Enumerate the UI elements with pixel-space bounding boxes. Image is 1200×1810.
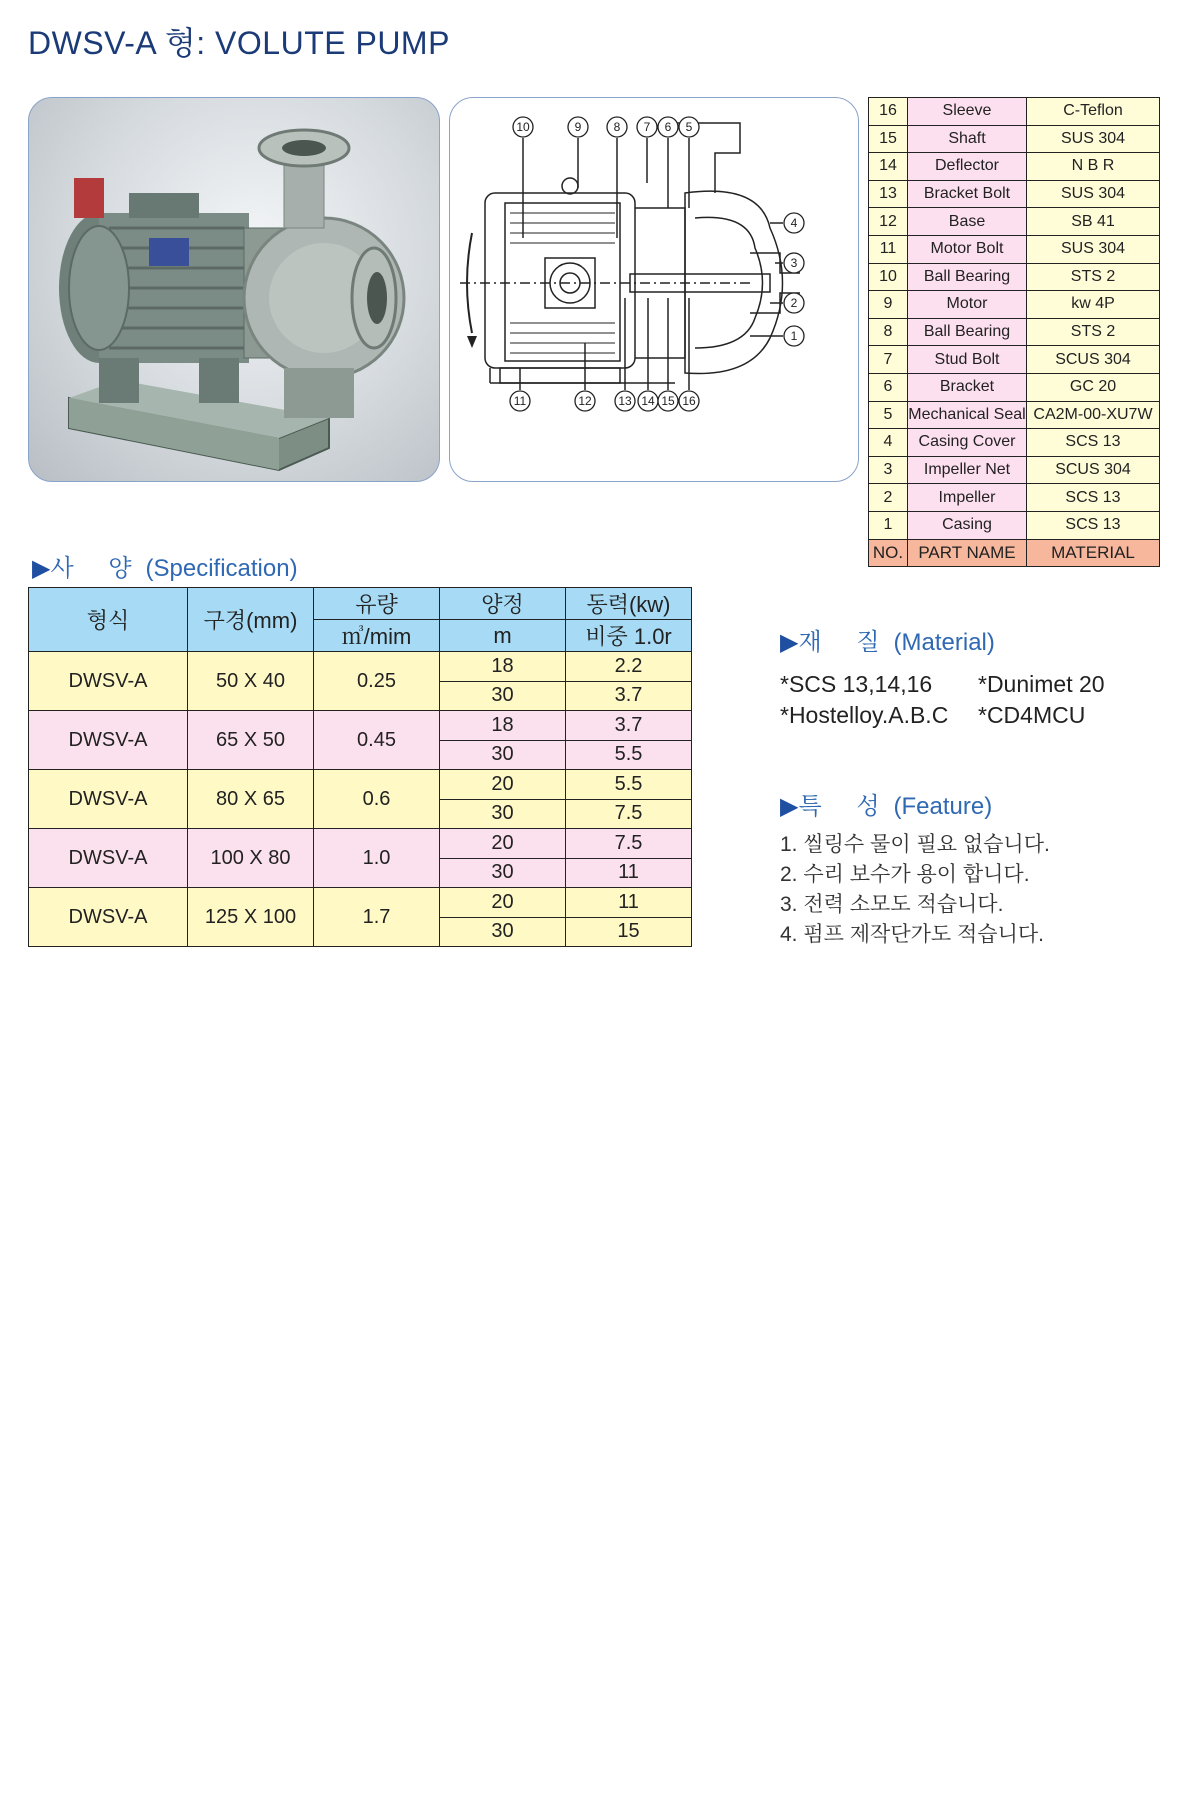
spec-table-body bbox=[29, 652, 692, 947]
part-material: SUS 304 bbox=[1027, 180, 1160, 208]
part-number: 13 bbox=[869, 180, 908, 208]
diagram-label: 10 bbox=[516, 120, 530, 134]
part-name: Impeller Net bbox=[908, 456, 1027, 484]
part-material: kw 4P bbox=[1027, 291, 1160, 319]
spec-section-header bbox=[32, 548, 298, 583]
parts-table-row bbox=[869, 401, 1160, 429]
spec-head: 18 bbox=[440, 652, 566, 682]
spec-section-title-ko: 사 양 bbox=[50, 555, 146, 582]
part-number: 11 bbox=[869, 235, 908, 263]
spec-head: 30 bbox=[440, 799, 566, 829]
diagram-label: 8 bbox=[613, 120, 621, 134]
page-title: DWSV-A 형: VOLUTE PUMP bbox=[28, 25, 450, 61]
part-number: 9 bbox=[869, 291, 908, 319]
spec-row bbox=[29, 652, 692, 682]
spec-head: 30 bbox=[440, 858, 566, 888]
diagram-label: 16 bbox=[682, 394, 696, 408]
parts-table-row bbox=[869, 346, 1160, 374]
header-flow: 유량 bbox=[314, 588, 440, 620]
spec-model: DWSV-A bbox=[29, 652, 188, 711]
part-number: 8 bbox=[869, 318, 908, 346]
material-section-title-en: (Material) bbox=[893, 629, 995, 656]
feature-item: 3. 전력 소모도 적습니다. bbox=[780, 893, 1004, 916]
part-name: Bracket bbox=[908, 373, 1027, 401]
diagram-label: 7 bbox=[643, 120, 651, 134]
material-item: *Dunimet 20 bbox=[978, 671, 1105, 697]
spec-row bbox=[29, 888, 692, 918]
sectional-diagram bbox=[449, 97, 859, 482]
part-number: 3 bbox=[869, 456, 908, 484]
spec-flow: 1.7 bbox=[314, 888, 440, 947]
pump-photo bbox=[28, 97, 440, 482]
part-name: Casing bbox=[908, 511, 1027, 539]
spec-head: 20 bbox=[440, 829, 566, 859]
diagram-label: 3 bbox=[790, 256, 798, 270]
triangle-marker-icon: ▶ bbox=[32, 555, 51, 582]
part-name: Ball Bearing bbox=[908, 318, 1027, 346]
pump-section-drawing bbox=[450, 98, 858, 481]
part-name: Impeller bbox=[908, 484, 1027, 512]
spec-power: 15 bbox=[566, 917, 692, 947]
part-material: SUS 304 bbox=[1027, 235, 1160, 263]
spec-power: 3.7 bbox=[566, 711, 692, 741]
parts-table-row bbox=[869, 208, 1160, 236]
part-number: 16 bbox=[869, 98, 908, 126]
part-material: SCS 13 bbox=[1027, 429, 1160, 457]
parts-table-row bbox=[869, 429, 1160, 457]
material-section-title-ko: 재 질 bbox=[798, 629, 894, 656]
diagram-label: 14 bbox=[641, 394, 655, 408]
spec-bore: 65 X 50 bbox=[188, 711, 314, 770]
part-material: SCUS 304 bbox=[1027, 456, 1160, 484]
pump-illustration bbox=[29, 98, 439, 481]
spec-section-title-en: (Specification) bbox=[145, 555, 298, 582]
diagram-label: 9 bbox=[574, 120, 582, 134]
part-material: N B R bbox=[1027, 153, 1160, 181]
part-number: 1 bbox=[869, 511, 908, 539]
diagram-label: 13 bbox=[618, 394, 632, 408]
header-power: 동력(kw) bbox=[566, 588, 692, 620]
header-flow-unit: ㎥/mim bbox=[314, 620, 440, 652]
part-number: 2 bbox=[869, 484, 908, 512]
spec-model: DWSV-A bbox=[29, 888, 188, 947]
part-material: SCUS 304 bbox=[1027, 346, 1160, 374]
diagram-label: 11 bbox=[513, 394, 527, 408]
feature-section-title-en: (Feature) bbox=[893, 793, 993, 820]
feature-item: 1. 씰링수 물이 필요 없습니다. bbox=[780, 833, 1050, 856]
spec-power: 7.5 bbox=[566, 829, 692, 859]
part-material: GC 20 bbox=[1027, 373, 1160, 401]
parts-table-row bbox=[869, 153, 1160, 181]
spec-bore: 100 X 80 bbox=[188, 829, 314, 888]
diagram-label: 1 bbox=[790, 329, 798, 343]
part-name: Bracket Bolt bbox=[908, 180, 1027, 208]
material-item: *Hostelloy.A.B.C bbox=[780, 702, 949, 728]
part-material: C-Teflon bbox=[1027, 98, 1160, 126]
spec-flow: 1.0 bbox=[314, 829, 440, 888]
parts-table-header bbox=[869, 539, 1160, 567]
part-material: SCS 13 bbox=[1027, 484, 1160, 512]
part-number: 4 bbox=[869, 429, 908, 457]
spec-power: 5.5 bbox=[566, 770, 692, 800]
spec-model: DWSV-A bbox=[29, 711, 188, 770]
part-number: 12 bbox=[869, 208, 908, 236]
parts-table-row bbox=[869, 291, 1160, 319]
header-power-unit: 비중 1.0r bbox=[566, 620, 692, 652]
diagram-label: 15 bbox=[661, 394, 675, 408]
part-material: STS 2 bbox=[1027, 318, 1160, 346]
spec-row bbox=[29, 711, 692, 741]
spec-bore: 50 X 40 bbox=[188, 652, 314, 711]
spec-bore: 80 X 65 bbox=[188, 770, 314, 829]
part-name: Shaft bbox=[908, 125, 1027, 153]
material-item: *SCS 13,14,16 bbox=[780, 671, 933, 697]
header-model: 형식 bbox=[29, 588, 188, 652]
part-name: Deflector bbox=[908, 153, 1027, 181]
parts-table-row bbox=[869, 235, 1160, 263]
spec-head: 20 bbox=[440, 770, 566, 800]
parts-table-row bbox=[869, 263, 1160, 291]
spec-flow: 0.6 bbox=[314, 770, 440, 829]
triangle-marker-icon: ▶ bbox=[780, 793, 799, 820]
spec-row bbox=[29, 770, 692, 800]
parts-table-row bbox=[869, 125, 1160, 153]
spec-flow: 0.45 bbox=[314, 711, 440, 770]
part-number: 7 bbox=[869, 346, 908, 374]
part-name: Casing Cover bbox=[908, 429, 1027, 457]
part-number: 15 bbox=[869, 125, 908, 153]
feature-section-header bbox=[780, 786, 992, 821]
part-name: Motor Bolt bbox=[908, 235, 1027, 263]
header-material: MATERIAL bbox=[1027, 539, 1160, 567]
spec-bore: 125 X 100 bbox=[188, 888, 314, 947]
spec-power: 11 bbox=[566, 858, 692, 888]
part-number: 5 bbox=[869, 401, 908, 429]
spec-power: 3.7 bbox=[566, 681, 692, 711]
triangle-marker-icon: ▶ bbox=[780, 629, 799, 656]
parts-table-row bbox=[869, 456, 1160, 484]
spec-power: 7.5 bbox=[566, 799, 692, 829]
spec-head: 30 bbox=[440, 740, 566, 770]
diagram-label: 6 bbox=[664, 120, 672, 134]
part-name: Motor bbox=[908, 291, 1027, 319]
parts-table-row bbox=[869, 180, 1160, 208]
parts-table-row bbox=[869, 318, 1160, 346]
feature-item: 2. 수리 보수가 용이 합니다. bbox=[780, 863, 1030, 886]
spec-head: 30 bbox=[440, 917, 566, 947]
part-name: Stud Bolt bbox=[908, 346, 1027, 374]
spec-power: 5.5 bbox=[566, 740, 692, 770]
parts-table-body bbox=[869, 98, 1160, 567]
feature-section-title-ko: 특 성 bbox=[798, 793, 894, 820]
diagram-label: 12 bbox=[578, 394, 592, 408]
part-name: Sleeve bbox=[908, 98, 1027, 126]
material-item: *CD4MCU bbox=[978, 702, 1086, 728]
diagram-label: 4 bbox=[790, 216, 798, 230]
header-no: NO. bbox=[869, 539, 908, 567]
spec-model: DWSV-A bbox=[29, 770, 188, 829]
part-material: SB 41 bbox=[1027, 208, 1160, 236]
parts-table-row bbox=[869, 373, 1160, 401]
part-name: Ball Bearing bbox=[908, 263, 1027, 291]
header-head-unit: m bbox=[440, 620, 566, 652]
spec-power: 2.2 bbox=[566, 652, 692, 682]
parts-table bbox=[868, 97, 1160, 567]
material-section-header bbox=[780, 622, 995, 657]
part-number: 10 bbox=[869, 263, 908, 291]
header-part-name: PART NAME bbox=[908, 539, 1027, 567]
part-number: 14 bbox=[869, 153, 908, 181]
spec-model: DWSV-A bbox=[29, 829, 188, 888]
part-name: Mechanical Seal bbox=[908, 401, 1027, 429]
spec-head: 30 bbox=[440, 681, 566, 711]
feature-item: 4. 펌프 제작단가도 적습니다. bbox=[780, 923, 1044, 946]
part-number: 6 bbox=[869, 373, 908, 401]
part-material: SUS 304 bbox=[1027, 125, 1160, 153]
part-material: STS 2 bbox=[1027, 263, 1160, 291]
diagram-label: 2 bbox=[790, 296, 798, 310]
parts-table-row bbox=[869, 484, 1160, 512]
spec-head: 18 bbox=[440, 711, 566, 741]
spec-power: 11 bbox=[566, 888, 692, 918]
spec-row bbox=[29, 829, 692, 859]
parts-table-row bbox=[869, 98, 1160, 126]
parts-table-row bbox=[869, 511, 1160, 539]
spec-head: 20 bbox=[440, 888, 566, 918]
spec-table bbox=[28, 587, 692, 947]
diagram-label: 5 bbox=[685, 120, 693, 134]
header-head: 양정 bbox=[440, 588, 566, 620]
part-material: CA2M-00-XU7W bbox=[1027, 401, 1160, 429]
part-name: Base bbox=[908, 208, 1027, 236]
spec-flow: 0.25 bbox=[314, 652, 440, 711]
part-material: SCS 13 bbox=[1027, 511, 1160, 539]
header-bore: 구경(mm) bbox=[188, 588, 314, 652]
